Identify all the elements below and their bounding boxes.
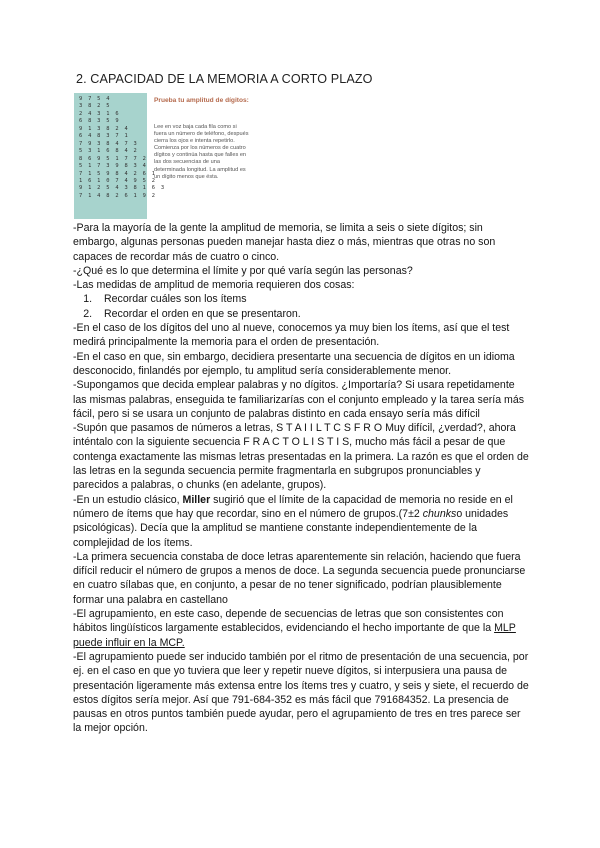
p10-text: -El agrupamiento, en este caso, depende de secuencias de letras que son consistentes con hábitos lingüísticos largamente establecidos, evidenciando el hecho importante de que la [73, 608, 504, 635]
document-body [73, 221, 529, 736]
paragraph-5: -En el caso en que, sin embargo, decidiera presentarte una secuencia de dígitos en un idioma desconocido, finlandés por ejemplo, tu amplitud sería considerablemente menor. [73, 350, 515, 377]
figure-instructions: Lee en voz baja cada fila como si fuera un número de teléfono, después cierra los ojos e intenta repetirlo. Comienza por los números de cuatro dígitos y continúa hasta que falles en las dos secuencias de una determinada longitud. La amplitud es un dígito menos que ésta. [154, 124, 249, 180]
digit-row: 7 1 4 8 2 6 1 9 2 [79, 192, 157, 199]
p8-text-a: -En un estudio clásico, [73, 493, 183, 506]
paragraph-1: -Para la mayoría de la gente la amplitud de memoria, se limita a seis o siete dígitos; sin embargo, algunas personas pueden manejar hasta diez o más, mientras que otras no son capaces de recordar más de cuatro o cinco. [73, 222, 496, 263]
paragraph-3: -Las medidas de amplitud de memoria requieren dos cosas: [73, 279, 355, 292]
paragraph-10 [73, 607, 529, 650]
digit-row: 7 1 5 9 8 4 2 6 1 [79, 170, 157, 177]
digit-span-figure [74, 93, 250, 219]
digit-row: 7 9 3 8 4 7 3 [79, 140, 139, 147]
digit-row: 3 8 2 5 [79, 103, 111, 110]
p8-text-c: o unidades psicológicas). Decía que la amplitud se mantiene constante independientemente de la complejidad de los ítems. [73, 507, 509, 549]
digit-row: 9 1 2 5 4 3 8 1 6 3 [79, 185, 166, 192]
digit-row: 9 7 5 4 [79, 96, 111, 102]
digit-row: 5 1 7 3 9 8 3 4 [79, 163, 148, 170]
digit-row: 8 6 9 5 1 7 7 2 [79, 155, 148, 162]
paragraph-2: -¿Qué es lo que determina el límite y por qué varía según las personas? [73, 264, 413, 277]
mlp-mcp-underlined: MLP puede influir en la MCP. [73, 622, 516, 649]
requirements-list [73, 292, 529, 321]
figure-caption: Prueba tu amplitud de dígitos: [154, 97, 249, 104]
paragraph-8 [73, 493, 529, 550]
digit-row: 9 1 3 8 2 4 [79, 125, 129, 132]
paragraph-7: -Supón que pasamos de números a letras, S T A I I L T C S F R O Muy difícil, ¿verdad?, ahora inténtalo con la siguiente secuencia F R A C T O L I S T I S, mucho más fácil a pesar de que contenga exactamente las mismas letras presentadas en la primera. La razón es que el orden de las letras en la segunda secuencia permite fragmentarla en subgrupos pronunciables y parecidos a palabras, o chunks (en adelante, grupos). [73, 422, 529, 492]
paragraph-6: -Supongamos que decida emplear palabras y no dígitos. ¿Importaría? Si usara repetidamente las mismas palabras, enseguida te familiarizarías con el conjunto empleado y la tarea sería más fácil, pero si se usara un conjunto de palabras distinto en cada ensayo sería más difícil [73, 379, 525, 420]
list-item: 2. Recordar el orden en que se presentaron. [95, 307, 529, 321]
section-title: 2. CAPACIDAD DE LA MEMORIA A CORTO PLAZO [76, 72, 373, 86]
chunks-term: chunks [422, 507, 457, 520]
miller-name: Miller [182, 493, 211, 506]
paragraph-11: -El agrupamiento puede ser inducido también por el ritmo de presentación de una secuencia, por ej. en el caso en que yo tuviera que leer y repetir nueve dígitos, si interpusiera una pausa de presentación ligeramente más extensa entre los ítems tres y cuatro, y seis y siete, el recuerdo de estos dígitos sería mejor. Así que 791-684-352 es más fácil que 791684352. La presencia de pausas en otros puntos también puede ayudar, pero el agrupamiento de tres en tres parece ser la mejor opción. [73, 650, 529, 735]
digit-rows [74, 93, 166, 219]
digit-row: 6 8 3 5 9 [79, 118, 120, 125]
p8-text-b: sugirió que el límite de la capacidad de memoria no reside en el número de ítems que hay que recordar, sino en el número de grupos.(7±2 [73, 493, 513, 520]
digit-row: 5 3 1 6 8 4 2 [79, 148, 139, 155]
digit-row: 1 6 1 0 7 4 9 5 2 [79, 177, 157, 184]
list-item: 1. Recordar cuáles son los ítems [95, 292, 529, 306]
digit-row: 6 4 8 3 7 1 [79, 133, 129, 140]
paragraph-9: -La primera secuencia constaba de doce letras aparentemente sin relación, haciendo que fuera difícil reducir el número de grupos a menos de doce. La segunda secuencia puede pronunciarse en cuatro sílabas que, en conjunto, a pesar de no tener significado, podrían plausiblemente formar una palabra en castellano [73, 550, 526, 606]
paragraph-4: -En el caso de los dígitos del uno al nueve, conocemos ya muy bien los ítems, así que el test medirá principalmente la memoria para el orden de presentación. [73, 322, 510, 349]
digit-row: 2 4 3 1 6 [79, 110, 120, 117]
